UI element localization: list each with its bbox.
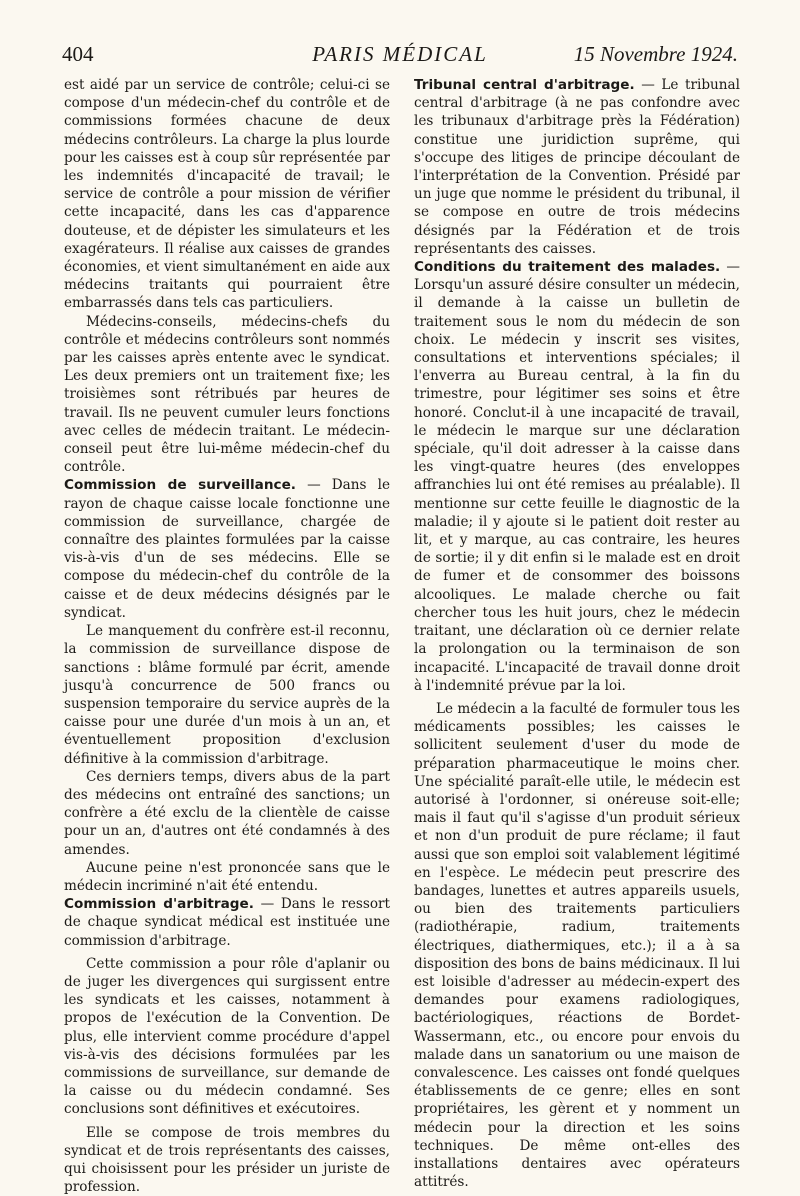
heading-commission-surveillance: Commission de surveillance. [64, 477, 296, 494]
left-column [64, 76, 390, 1196]
page-number: 404 [62, 42, 94, 66]
heading-commission-arbitrage: Commission d'arbitrage. [64, 896, 254, 913]
issue-date: 15 Novembre 1924. [573, 42, 738, 66]
text-tribunal-central: — Le tribunal central d'arbitrage (à ne pas confondre avec les tribunaux d'arbitrage près la Fédération) constitue une juridiction suprême, qui s'occupe des litiges de principe découlant de l'interprétation de la Convention. Présidé par un juge que nomme le président du tribunal, il se compose en outre de trois médecins désignés par la Fédération et de trois représentants des caisses. [414, 77, 740, 257]
paragraph-medecins-conseils: Médecins-conseils, médecins-chefs du contrôle et médecins contrôleurs sont nommés par les caisses après entente avec le syndicat. Les deux premiers ont un traitement fixe; les troisièmes sont rétribués par heures de travail. Ils ne peuvent cumuler leurs fonctions avec celles de médecin traitant. Le médecin-conseil peut être lui-même médecin-chef du contrôle. [64, 313, 390, 476]
heading-conditions-traitement: Conditions du traitement des malades. [414, 259, 721, 276]
text-commission-arbitrage: — Dans le ressort de chaque syndicat médical est instituée une commission d'arbitrage. [64, 896, 390, 949]
page-header [62, 42, 738, 68]
paragraph-role-commission: Cette commission a pour rôle d'aplanir ou de juger les divergences qui surgissent entre les syndicats et les caisses, notamment à propos de l'exécution de la Convention. De plus, elle intervient comme procédure d'appel vis-à-vis des décisions formulées par les commissions de surveillance, sur demande de la caisse ou du médecin condamné. Ses conclusions sont définitives et exécutoires. [64, 955, 390, 1118]
paragraph-composition: Elle se compose de trois membres du syndicat et de trois représentants des caisses, qui choisissent pour les présider un juriste de profession. [64, 1124, 390, 1196]
paragraph-controle: est aidé par un service de contrôle; celui-ci se compose d'un médecin-chef du contrôle et de commissions formées chacune de deux médecins contrôleurs. La charge la plus lourde pour les caisses est à coup sûr représentée par les indemnités d'incapacité de travail; le service de contrôle a pour mission de vérifier cette incapacité, dans les cas d'apparence douteuse, et de dépister les simulateurs et les exagérateurs. Il réalise aux caisses de grandes économies, et vient simultanément en aide aux médecins traitants qui pourraient être embarrassés dans tels cas particuliers. [64, 77, 390, 312]
text-conditions-traitement: — Lorsqu'un assuré désire consulter un médecin, il demande à la caisse un bulletin de traitement sous le nom du médecin de son choix. Le médecin y inscrit ses visites, consultations et interventions spéciales; il l'enverra au Bureau central, à la fin du trimestre, pour légitimer ses soins et être honoré. Conclut-il à une incapacité de travail, le médecin le marque sur une déclaration spéciale, qu'il doit adresser à la caisse dans les vingt-quatre heures (des enveloppes affranchies lui ont été remises au préalable). Il mentionne sur cette feuille le diagnostic de la maladie; il y ajoute si le patient doit rester au lit, et y marque, au cas contraire, les heures de sortie; il y dit enfin si le malade est en droit de fumer et de consommer des boissons alcooliques. Le malade cherche ou fait chercher tous les huit jours, chez le médecin traitant, une déclaration où ce dernier relate la prolongation ou la terminaison de son incapacité. L'incapacité de travail donne droit à l'indemnité prévue par la loi. [414, 259, 741, 694]
paragraph-sanctions: Le manquement du confrère est-il reconnu, la commission de surveillance dispose de sanctions : blâme formulé par écrit, amende jusqu'à concurrence de 500 francs ou suspension temporaire du service auprès de la caisse pour une durée d'un mois à un an, et éventuellement proposition d'exclusion définitive à la commission d'arbitrage. [64, 623, 390, 767]
heading-tribunal-central: Tribunal central d'arbitrage. [414, 77, 635, 93]
journal-title: PARIS MÉDICAL [312, 42, 488, 66]
paragraph-aucune-peine: Aucune peine n'est prononcée sans que le médecin incriminé n'ait été entendu. [64, 859, 390, 894]
text-commission-surveillance: — Dans le rayon de chaque caisse locale fonctionne une commission de surveillance, chargée de connaître des plaintes formulées par la caisse vis-à-vis d'un de ses médecins. Elle se compose du médecin-chef du contrôle de la caisse et de deux médecins désignés par le syndicat. [64, 477, 390, 621]
paragraph-abus: Ces derniers temps, divers abus de la part des médecins ont entraîné des sanctions; un confrère a été exclu de la clientèle de caisse pour un an, d'autres ont été condamnés à des amendes. [64, 768, 390, 858]
paragraph-medicaments: Le médecin a la faculté de formuler tous les médicaments possibles; les caisses le sollicitent seulement d'user du mode de préparation pharmaceutique le moins cher. Une spécialité paraît-elle utile, le médecin est autorisé à l'ordonner, si onéreuse soit-elle; mais il faut qu'il s'agisse d'un produit sérieux et non d'un produit de pure réclame; il faut aussi que son emploi soit valablement légitimé en l'espèce. Le médecin peut prescrire des bandages, lunettes et autres appareils usuels, ou bien des traitements particuliers (radiothérapie, radium, traitements électriques, diathermiques, etc.); il a à sa disposition des bons de bains médicinaux. Il lui est loisible d'adresser au médecin-expert des demandes pour examens radiologiques, bactériologiques, réactions de Bordet-Wassermann, etc., ou encore pour envois du malade dans un sanatorium ou une maison de convalescence. Les caisses ont fondé quelques établissements de ce genre; elles en sont propriétaires, les gèrent et y nomment un médecin pour la direction et les soins techniques. De même ont-elles des installations dentaires avec opérateurs attitrés. [414, 700, 740, 1191]
right-column [414, 76, 740, 1191]
